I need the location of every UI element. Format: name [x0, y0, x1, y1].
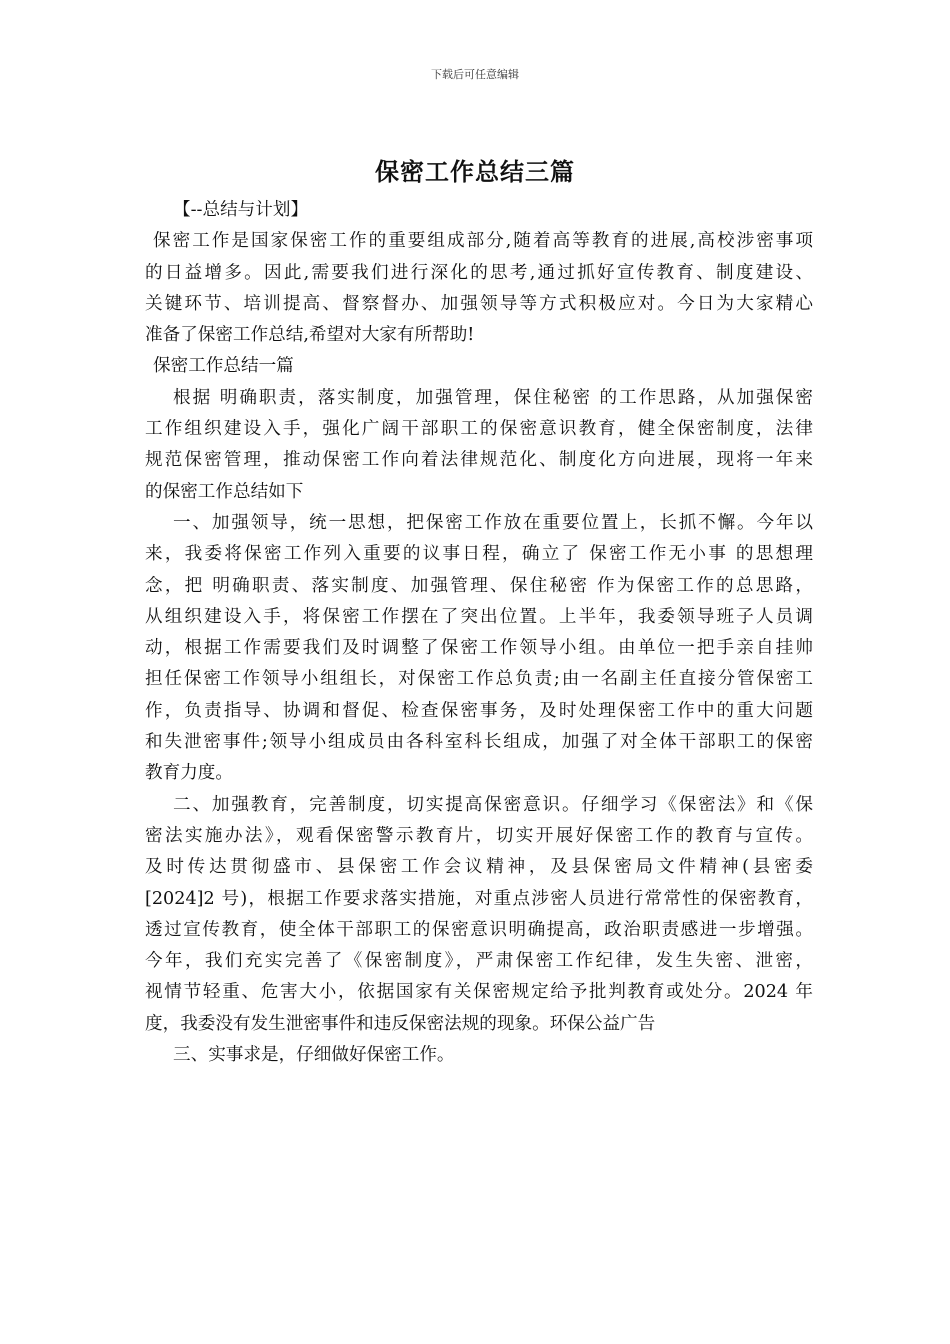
- document-body: [145, 195, 813, 1071]
- body-line: 度，我委没有发生泄密事件和违反保密法规的现象。环保公益广告: [145, 1013, 656, 1034]
- body-line: 准备了保密工作总结,希望对大家有所帮助!: [145, 325, 475, 346]
- body-line: 来，我委将保密工作列入重要的议事日程，确立了 保密工作无小事 的思想理: [145, 544, 813, 565]
- body-line: 今年，我们充实完善了《保密制度》，严肃保密工作纪律，发生失密、泄密，: [145, 951, 813, 972]
- body-line: 动，根据工作需要我们及时调整了保密工作领导小组。由单位一把手亲自挂帅: [145, 638, 813, 659]
- body-line: 从组织建设入手，将保密工作摆在了突出位置。上半年，我委领导班子人员调: [145, 606, 813, 627]
- body-line: 根据 明确职责，落实制度，加强管理，保住秘密 的工作思路，从加强保密: [173, 387, 813, 408]
- body-line: 的保密工作总结如下: [145, 481, 304, 502]
- body-line: 关键环节、培训提高、督察督办、加强领导等方式积极应对。今日为大家精心: [145, 293, 813, 314]
- body-line: 担任保密工作领导小组组长，对保密工作总负责;由一名副主任直接分管保密工: [145, 669, 813, 690]
- body-line: 保密工作总结一篇: [153, 356, 294, 377]
- body-line: 密法实施办法》，观看保密警示教育片，切实开展好保密工作的教育与宣传。: [145, 825, 813, 846]
- body-line: 和失泄密事件;领导小组成员由各科室科长组成，加强了对全体干部职工的保密: [145, 732, 813, 753]
- body-line: 一、加强领导，统一思想，把保密工作放在重要位置上，长抓不懈。今年以: [173, 512, 813, 533]
- body-line: 及时传达贯彻盛市、县保密工作会议精神，及县保密局文件精神(县密委: [145, 857, 813, 878]
- body-line: 二、加强教育，完善制度，切实提高保密意识。仔细学习《保密法》和《保: [173, 794, 813, 815]
- document-title: 保密工作总结三篇: [375, 158, 575, 186]
- body-line: 三、实事求是，仔细做好保密工作。: [173, 1045, 455, 1066]
- page-header-note: 下载后可任意编辑: [431, 68, 519, 81]
- body-line: 工作组织建设入手，强化广阔干部职工的保密意识教育，健全保密制度，法律: [145, 419, 813, 440]
- body-line: 的日益增多。因此,需要我们进行深化的思考,通过抓好宣传教育、制度建设、: [145, 262, 813, 283]
- body-line: 规范保密管理，推动保密工作向着法律规范化、制度化方向进展，现将一年来: [145, 450, 813, 471]
- body-line: [2024]2 号)，根据工作要求落实措施，对重点涉密人员进行常常性的保密教育，: [145, 888, 813, 909]
- body-line: 保密工作是国家保密工作的重要组成部分,随着高等教育的进展,高校涉密事项: [153, 231, 813, 252]
- body-line: 透过宣传教育，使全体干部职工的保密意识明确提高，政治职责感进一步增强。: [145, 919, 813, 940]
- body-line: 念，把 明确职责、落实制度、加强管理、保住秘密 作为保密工作的总思路，: [145, 575, 813, 596]
- body-line: 作，负责指导、协调和督促、检查保密事务，及时处理保密工作中的重大问题: [145, 700, 813, 721]
- body-line: 教育力度。: [145, 763, 233, 784]
- body-line: 【--总结与计划】: [173, 200, 309, 220]
- body-line: 视情节轻重、危害大小，依据国家有关保密规定给予批判教育或处分。2024 年: [145, 982, 813, 1003]
